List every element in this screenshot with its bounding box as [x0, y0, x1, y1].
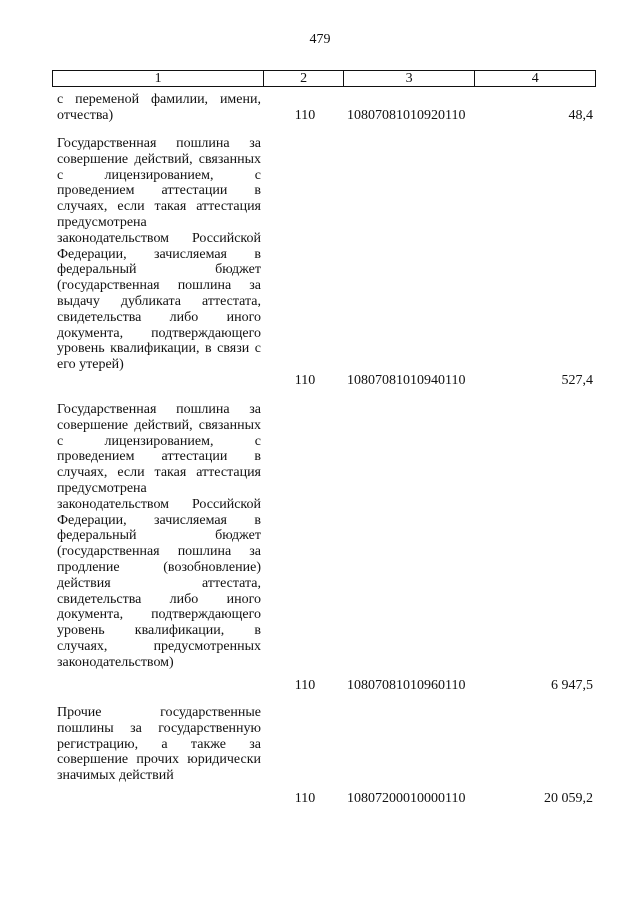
row-code: 110	[294, 678, 316, 693]
row-kbk: 10807081010920110	[347, 108, 466, 123]
row-description: Государственная пошлина за совершение действий, связанных с лицензированием, с проведением аттестации в случаях, если такая аттестация предусмотрена законодательством Российской Федерации, зачисляемая в федеральный бюджет (государственная пошлина за выдачу дубликата аттестата, свидетельства либо иного документа, подтверждающего уровень квалификации, в связи с его утерей)	[57, 136, 261, 373]
header-col-4: 4	[531, 71, 539, 86]
header-col-3: 3	[344, 71, 476, 86]
row-description: Прочие государственные пошлины за государственную регистрацию, а также за совершение прочих юридически значимых действий	[57, 705, 261, 784]
table-header	[52, 70, 596, 87]
row-code: 110	[294, 108, 316, 123]
row-kbk: 10807081010940110	[347, 373, 466, 388]
row-code: 110	[294, 373, 316, 388]
row-description: Государственная пошлина за совершение действий, связанных с лицензированием, с проведением аттестации в случаях, если такая аттестация предусмотрена законодательством Российской Федерации, зачисляемая в федеральный бюджет (государственная пошлина за продление (возобновление) действия аттестата, свидетельства либо иного документа, подтверждающего уровень квалификации, в случаях, предусмотренных законодательством)	[57, 402, 261, 670]
row-amount: 6 947,5	[551, 678, 593, 693]
row-kbk: 10807200010000110	[347, 791, 466, 806]
row-code: 110	[294, 791, 316, 806]
row-amount: 527,4	[561, 373, 593, 388]
row-description: с переменой фамилии, имени, отчества)	[57, 92, 261, 123]
row-kbk: 10807081010960110	[347, 678, 466, 693]
row-amount: 48,4	[568, 108, 593, 123]
page-number: 479	[309, 32, 331, 47]
header-col-1: 1	[53, 71, 264, 86]
row-amount: 20 059,2	[544, 791, 593, 806]
header-col-2: 2	[264, 71, 344, 86]
